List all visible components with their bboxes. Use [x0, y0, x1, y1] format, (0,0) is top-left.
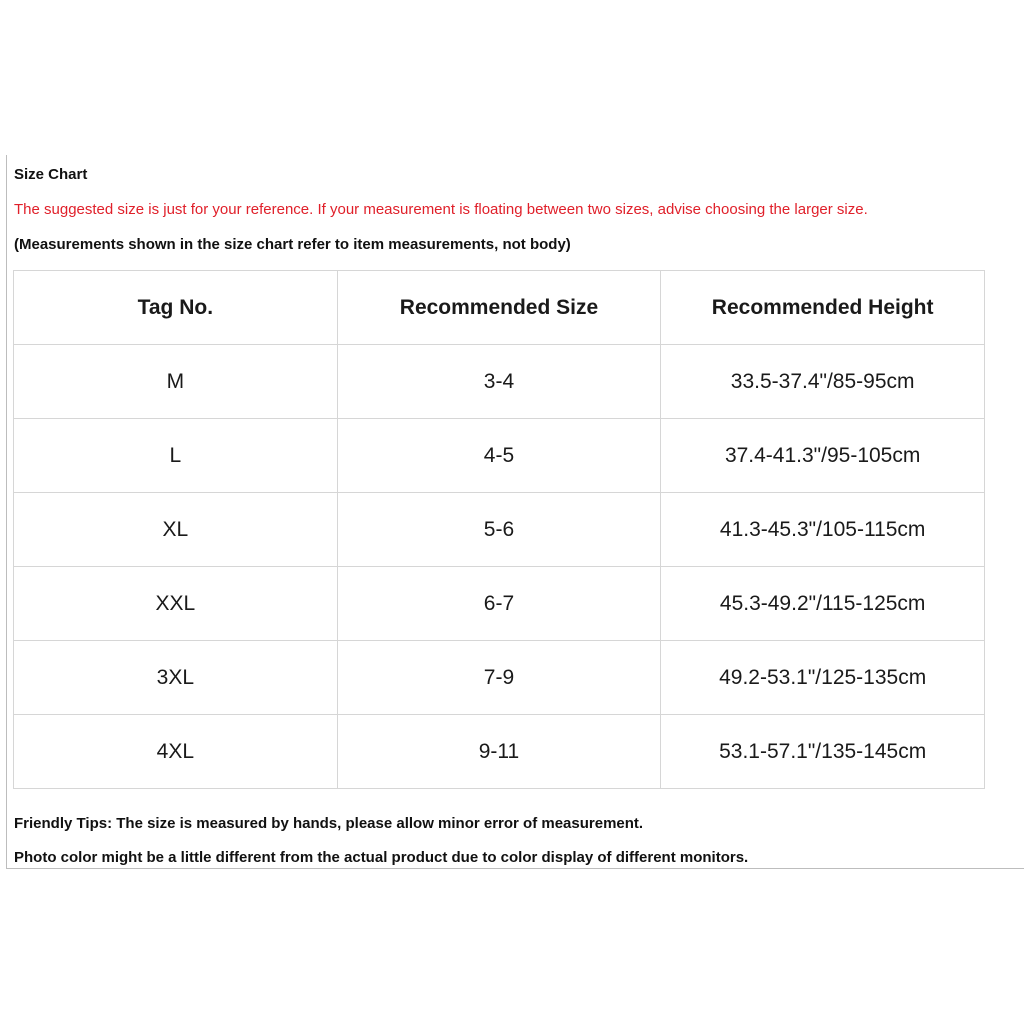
cell-height: 41.3-45.3"/105-115cm [661, 493, 985, 567]
cell-size: 9-11 [337, 715, 661, 789]
header-recommended-size: Recommended Size [337, 271, 661, 345]
cell-size: 5-6 [337, 493, 661, 567]
cell-size: 3-4 [337, 345, 661, 419]
cell-tag: L [14, 419, 338, 493]
cell-size: 4-5 [337, 419, 661, 493]
table-header-row [14, 271, 985, 345]
table-row [14, 715, 985, 789]
table-row [14, 641, 985, 715]
page-title: Size Chart [14, 166, 88, 183]
cell-size: 7-9 [337, 641, 661, 715]
cell-height: 33.5-37.4"/85-95cm [661, 345, 985, 419]
table-row [14, 567, 985, 641]
cell-tag: XL [14, 493, 338, 567]
size-table [13, 270, 985, 789]
table-row [14, 493, 985, 567]
size-notice: The suggested size is just for your reference. If your measurement is floating between two sizes, advise choosing the larger size. [14, 201, 868, 218]
header-tag-no: Tag No. [14, 271, 338, 345]
cell-tag: M [14, 345, 338, 419]
friendly-tips: Friendly Tips: The size is measured by hands, please allow minor error of measurement. [14, 815, 644, 832]
cell-height: 53.1-57.1"/135-145cm [661, 715, 985, 789]
cell-height: 45.3-49.2"/115-125cm [661, 567, 985, 641]
measurement-note: (Measurements shown in the size chart refer to item measurements, not body) [14, 236, 571, 253]
cell-tag: XXL [14, 567, 338, 641]
table-row [14, 419, 985, 493]
table-row [14, 345, 985, 419]
cell-height: 49.2-53.1"/125-135cm [661, 641, 985, 715]
cell-height: 37.4-41.3"/95-105cm [661, 419, 985, 493]
header-recommended-height: Recommended Height [661, 271, 985, 345]
cell-tag: 4XL [14, 715, 338, 789]
photo-color-tip: Photo color might be a little different from the actual product due to color display of different monitors. [14, 849, 749, 866]
cell-tag: 3XL [14, 641, 338, 715]
cell-size: 6-7 [337, 567, 661, 641]
